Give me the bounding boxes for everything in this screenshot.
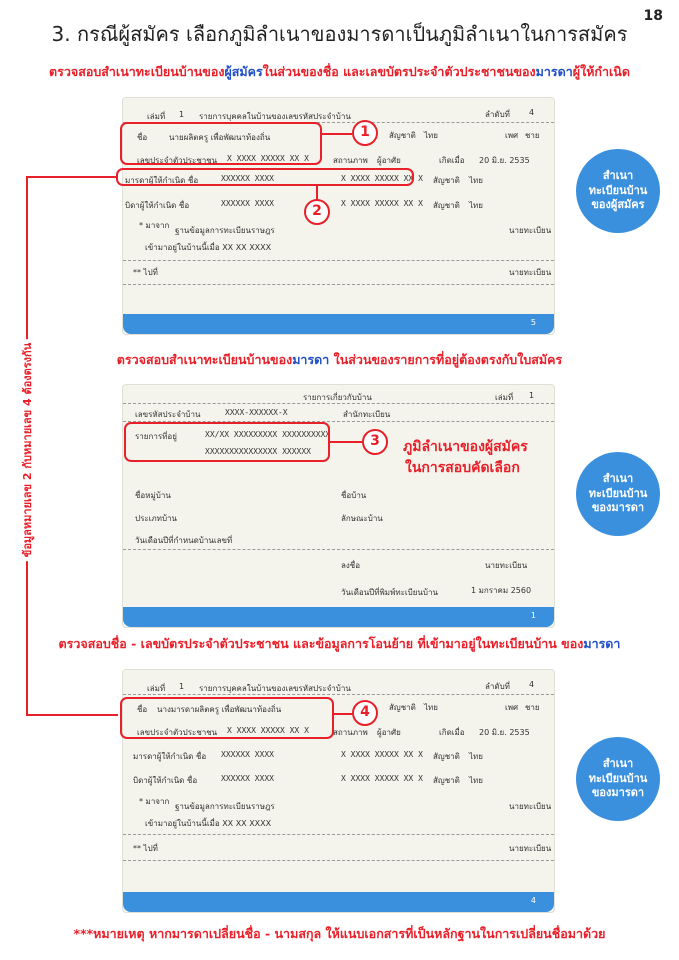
bubble-line: ทะเบียนบ้าน (588, 486, 648, 500)
applicant-name: นายผลิตครู เพื่อพัฒนาท้องถิ่น (169, 133, 271, 142)
leaf-number: 1 (179, 110, 185, 119)
mother-nationality: ไทย (469, 176, 483, 185)
bubble-line: สำเนา (602, 471, 634, 485)
moved-in-date: เข้ามาอยู่ในบ้านนี้เมื่อ XX XX XXXX (145, 819, 272, 828)
print-date-value: 1 มกราคม 2560 (471, 586, 532, 595)
instruction-applicant (0, 62, 679, 82)
side-note-match (16, 285, 38, 615)
registrar-label: นายทะเบียน (509, 844, 552, 853)
instruction-highlight-mother: มารดา (583, 636, 621, 651)
nationality-value: ไทย (424, 703, 438, 712)
number-assigned-date-label: วันเดือนปีที่กำหนดบ้านเลขที่ (135, 536, 233, 545)
father-id: X XXXX XXXXX XX X (341, 774, 423, 783)
nationality-value: ไทย (424, 131, 438, 140)
address-line-1: XX/XX XXXXXXXXX XXXXXXXXXX (205, 430, 331, 439)
from-label: * มาจาก (139, 221, 170, 230)
bubble-line: ทะเบียนบ้าน (588, 771, 648, 785)
section-heading: รายการเกี่ยวกับบ้าน (303, 393, 372, 402)
instruction-text: ตรวจสอบสำเนาทะเบียนบ้านของ (116, 352, 293, 367)
mother-name: XXXXXX XXXX (221, 750, 274, 759)
marker-1: 1 (352, 120, 378, 146)
card-page-number: 4 (530, 896, 536, 905)
name-label: ชื่อ (137, 133, 148, 142)
bubble-line: สำเนา (602, 756, 634, 770)
mother-nationality-label: สัญชาติ (433, 176, 460, 185)
moved-out-label: ** ไปที่ (133, 844, 158, 853)
mother-person-id: X XXXX XXXXX XX X (227, 726, 309, 735)
instruction-text: ผู้ให้กำเนิด (572, 64, 630, 79)
page-title: 3. กรณีผู้สมัคร เลือกภูมิลำเนาของมารดาเป็นภูมิลำเนาในการสมัคร (51, 22, 628, 46)
instruction-highlight-applicant: ผู้สมัคร (224, 64, 263, 79)
from-label: * มาจาก (139, 797, 170, 806)
signature-label: ลงชื่อ (341, 561, 361, 570)
section-heading: รายการบุคคลในบ้านของเลขรหัสประจำบ้าน (199, 112, 351, 121)
marker-4: 4 (352, 700, 378, 726)
leaf-label: เล่มที่ (495, 393, 514, 402)
order-number: 4 (529, 108, 535, 117)
highlight-applicant-name-id (120, 122, 322, 165)
status-value: ผู้อาศัย (377, 728, 401, 737)
bubble-line: ของผู้สมัคร (591, 198, 645, 212)
instruction-text: ตรวจสอบชื่อ - เลขบัตรประจำตัวประชาชน และข้อมูลการโอนย้าย ที่เข้ามาอยู่ในทะเบียนบ้าน ของ (58, 636, 584, 651)
card-footer-bar (123, 607, 554, 627)
mother-person-name: นางมารดาผลิตครู เพื่อพัฒนาท้องถิ่น (157, 705, 282, 714)
house-code-label: เลขรหัสประจำบ้าน (135, 410, 201, 419)
father-name: XXXXXX XXXX (221, 199, 274, 208)
instruction-text: ในส่วนของชื่อ และเลขบัตรประจำตัวประชาชนของ (262, 64, 536, 79)
bubble-line: ของมารดา (591, 786, 645, 800)
father-nationality: ไทย (469, 776, 483, 785)
father-nationality-label: สัญชาติ (433, 776, 460, 785)
father-nationality-label: สัญชาติ (433, 201, 460, 210)
registrar-label: นายทะเบียน (509, 226, 552, 235)
mother-id: X XXXX XXXXX XX X (341, 750, 423, 759)
address-label: รายการที่อยู่ (135, 432, 177, 441)
applicant-id: X XXXX XXXXX XX X (227, 154, 309, 163)
status-value: ผู้อาศัย (377, 156, 401, 165)
bubble-line: ทะเบียนบ้าน (588, 183, 648, 197)
order-label: ลำดับที่ (485, 110, 510, 119)
bubble-line: ของมารดา (591, 501, 645, 515)
moved-in-date: เข้ามาอยู่ในบ้านนี้เมื่อ XX XX XXXX (145, 243, 272, 252)
order-label: ลำดับที่ (485, 682, 510, 691)
registrar-label: นายทะเบียน (485, 561, 528, 570)
mother-label: มารดาผู้ให้กำเนิด ชื่อ (133, 752, 207, 761)
footer-note: ***หมายเหตุ หากมารดาเปลี่ยนชื่อ - นามสกุล ให้แนบเอกสารที่เป็นหลักฐานในการเปลี่ยนชื่อมาด้วย (73, 926, 606, 941)
bubble-line: สำเนา (602, 168, 634, 182)
marker-2: 2 (304, 199, 330, 225)
address-line-2: XXXXXXXXXXXXXXX XXXXXX (205, 447, 311, 456)
callout-line: ในการสอบคัดเลือก (405, 460, 520, 476)
birth-value: 20 มิ.ย. 2535 (479, 156, 530, 165)
marker-3: 3 (362, 429, 388, 455)
leaf-label: เล่มที่ (147, 684, 166, 693)
nationality-label: สัญชาติ (389, 131, 416, 140)
card-footer-bar (123, 892, 554, 912)
mother-id: X XXXX XXXXX XX X (341, 174, 423, 183)
registry-office-label: สำนักทะเบียน (343, 410, 391, 419)
connector-4 (334, 713, 352, 715)
mother-label: มารดาผู้ให้กำเนิด ชื่อ (125, 176, 199, 185)
mother-nationality: ไทย (469, 752, 483, 761)
registrar-label: นายทะเบียน (509, 268, 552, 277)
bubble-mother-house-registration (576, 452, 660, 536)
father-label: บิดาผู้ให้กำเนิด ชื่อ (133, 776, 198, 785)
instruction-highlight-mother: มารดา (535, 64, 573, 79)
section-heading: รายการบุคคลในบ้านของเลขรหัสประจำบ้าน (199, 684, 351, 693)
birth-label: เกิดเมื่อ (439, 728, 465, 737)
sex-value: ชาย (525, 703, 540, 712)
sex-label: เพศ (505, 131, 519, 140)
house-character-label: ลักษณะบ้าน (341, 514, 383, 523)
status-label: สถานภาพ (333, 728, 368, 737)
card-page-number: 1 (530, 611, 536, 620)
village-label: ชื่อหมู่บ้าน (135, 491, 171, 500)
bracket-link-2-4 (26, 176, 118, 716)
highlight-mother-name-id (116, 168, 414, 186)
sex-value: ชาย (525, 131, 540, 140)
callout-applicant-domicile (403, 437, 528, 479)
instruction-highlight-mother: มารดา (292, 352, 330, 367)
leaf-label: เล่มที่ (147, 112, 166, 121)
connector-1 (322, 133, 352, 135)
leaf-number: 1 (179, 682, 185, 691)
from-value: ฐานข้อมูลการทะเบียนราษฎร (175, 802, 275, 811)
father-label: บิดาผู้ให้กำเนิด ชื่อ (125, 201, 190, 210)
connector-3 (330, 441, 362, 443)
connector-2 (316, 186, 318, 200)
instruction-text: ตรวจสอบสำเนาทะเบียนบ้านของ (49, 64, 225, 79)
status-label: สถานภาพ (333, 156, 368, 165)
nationality-label: สัญชาติ (389, 703, 416, 712)
order-number: 4 (529, 680, 535, 689)
registrar-label: นายทะเบียน (509, 802, 552, 811)
father-name: XXXXXX XXXX (221, 774, 274, 783)
instruction-text: ในส่วนของรายการที่อยู่ต้องตรงกับใบสมัคร (329, 352, 563, 367)
card-page-number: 5 (530, 318, 536, 327)
from-value: ฐานข้อมูลการทะเบียนราษฎร (175, 226, 275, 235)
name-label: ชื่อ (137, 705, 148, 714)
house-name-label: ชื่อบ้าน (341, 491, 367, 500)
page-number: 18 (643, 8, 663, 24)
print-date-label: วันเดือนปีที่พิมพ์ทะเบียนบ้าน (341, 588, 438, 597)
id-label: เลขประจำตัวประชาชน (137, 728, 218, 737)
highlight-mother-address (124, 422, 330, 462)
callout-line: ภูมิลำเนาของผู้สมัคร (403, 439, 528, 455)
birth-label: เกิดเมื่อ (439, 156, 465, 165)
house-code-value: XXXX-XXXXXX-X (225, 408, 288, 417)
house-type-label: ประเภทบ้าน (135, 514, 177, 523)
leaf-number: 1 (529, 391, 535, 400)
father-id: X XXXX XXXXX XX X (341, 199, 423, 208)
bubble-applicant-house-registration (576, 149, 660, 233)
id-label: เลขประจำตัวประชาชน (137, 156, 218, 165)
card-footer-bar (123, 314, 554, 334)
house-registration-card-mother-address (122, 384, 555, 628)
side-note-text: ข้อมูลหมายเลข 2 กับหมายเลข 4 ต้องตรงกัน (18, 339, 36, 561)
mother-name: XXXXXX XXXX (221, 174, 274, 183)
mother-nationality-label: สัญชาติ (433, 752, 460, 761)
highlight-mother-person-name-id (120, 697, 334, 739)
sex-label: เพศ (505, 703, 519, 712)
moved-out-label: ** ไปที่ (133, 268, 158, 277)
birth-value: 20 มิ.ย. 2535 (479, 728, 530, 737)
bubble-mother-house-registration (576, 737, 660, 821)
father-nationality: ไทย (469, 201, 483, 210)
